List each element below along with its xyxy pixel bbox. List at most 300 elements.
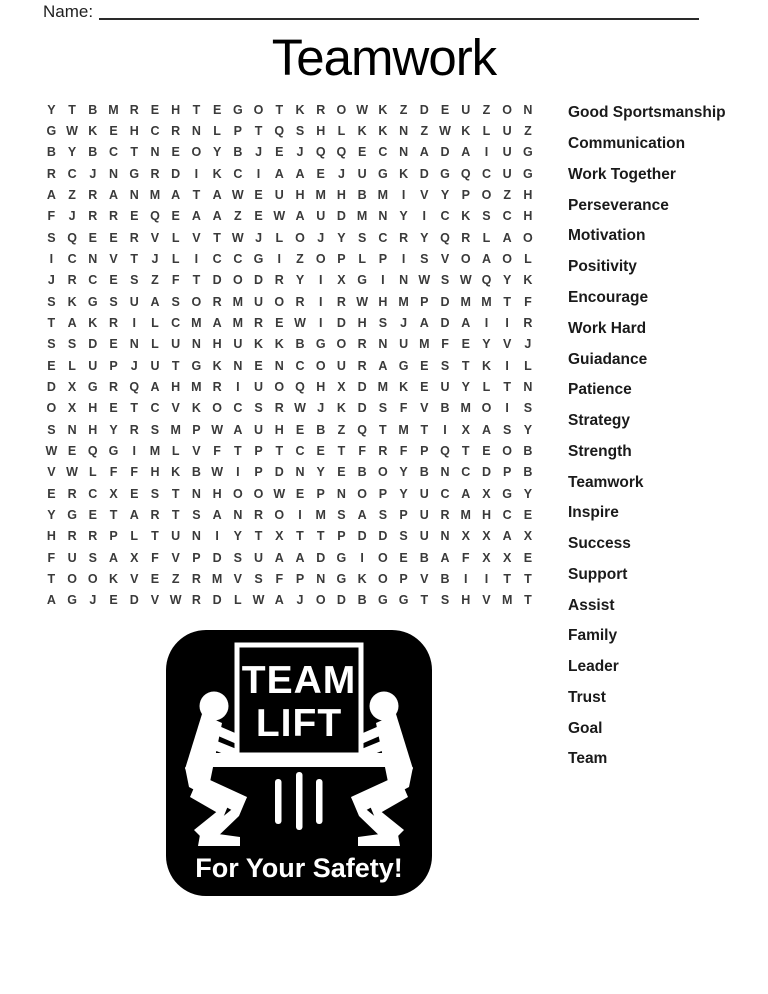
grid-letter: N [378, 209, 388, 224]
grid-letter: O [253, 486, 264, 501]
grid-letter: V [233, 571, 242, 586]
grid-letter: F [109, 465, 118, 480]
grid-letter: I [277, 251, 281, 266]
grid-letter: D [212, 550, 222, 565]
grid-letter: V [171, 401, 180, 416]
grid-letter: J [68, 209, 76, 224]
grid-letter: O [336, 337, 347, 352]
grid-letter: W [294, 315, 306, 330]
grid-letter: D [378, 529, 388, 544]
grid-letter: U [419, 486, 429, 501]
grid-letter: F [47, 209, 56, 224]
grid-letter: D [357, 379, 367, 394]
grid-letter: T [130, 145, 139, 160]
grid-letter: W [211, 422, 224, 437]
grid-letter: N [191, 529, 201, 544]
page-title: Teamwork [271, 29, 497, 86]
grid-letter: A [212, 315, 222, 330]
word-list-item: Strength [568, 442, 632, 460]
grid-letter: W [273, 209, 286, 224]
grid-letter: N [150, 145, 160, 160]
grid-letter: Y [109, 422, 118, 437]
grid-letter: I [132, 443, 136, 458]
grid-letter: P [109, 529, 118, 544]
grid-letter: R [88, 187, 98, 202]
word-list-item: Work Hard [568, 319, 647, 337]
grid-letter: I [194, 251, 199, 266]
grid-letter: F [441, 337, 449, 352]
grid-letter: Y [523, 486, 533, 501]
grid-letter: M [460, 294, 471, 309]
grid-letter: D [336, 209, 346, 224]
grid-letter: R [254, 315, 264, 330]
grid-letter: N [274, 358, 284, 373]
grid-letter: Q [150, 209, 160, 224]
name-blank-line [99, 3, 699, 20]
grid-letter: M [501, 593, 513, 608]
grid-letter: F [130, 465, 139, 480]
grid-letter: T [130, 401, 139, 416]
grid-letter: L [213, 123, 221, 138]
grid-letter: S [130, 273, 139, 288]
grid-letter: C [440, 486, 450, 501]
grid-letter: D [129, 593, 139, 608]
grid-letter: L [68, 358, 76, 373]
grid-letter: O [274, 379, 285, 394]
grid-letter: P [316, 486, 325, 501]
grid-letter: A [212, 209, 222, 224]
grid-letter: N [191, 337, 201, 352]
grid-letter: U [502, 123, 512, 138]
grid-letter: B [440, 571, 450, 586]
grid-letter: H [212, 337, 222, 352]
grid-letter: S [440, 273, 450, 288]
grid-letter: Y [503, 273, 512, 288]
grid-letter: Y [295, 273, 305, 288]
grid-letter: Y [316, 465, 325, 480]
grid-letter: X [67, 401, 77, 416]
grid-letter: D [212, 593, 222, 608]
grid-letter: O [232, 486, 243, 501]
grid-letter: M [481, 294, 492, 309]
grid-letter: T [151, 529, 159, 544]
grid-letter: H [461, 593, 471, 608]
grid-letter: I [360, 550, 364, 565]
grid-letter: H [88, 422, 98, 437]
grid-letter: E [523, 507, 533, 522]
grid-letter: F [151, 550, 159, 565]
grid-letter: G [440, 166, 450, 181]
grid-letter: K [461, 123, 471, 138]
grid-letter: L [171, 230, 180, 245]
grid-letter: W [169, 593, 182, 608]
grid-letter: K [399, 166, 409, 181]
grid-letter: V [503, 337, 512, 352]
grid-letter: R [46, 166, 56, 181]
grid-letter: S [482, 209, 491, 224]
grid-letter: G [67, 593, 77, 608]
grid-letter: R [212, 379, 222, 394]
grid-letter: Q [440, 443, 450, 458]
word-list-item: Success [568, 535, 631, 553]
grid-letter: N [129, 337, 139, 352]
grid-letter: O [274, 294, 285, 309]
grid-letter: O [377, 465, 388, 480]
word-list-item: Communication [568, 135, 686, 153]
grid-letter: M [460, 401, 471, 416]
grid-letter: W [66, 123, 78, 138]
grid-letter: P [109, 358, 118, 373]
grid-letter: M [211, 571, 223, 586]
grid-letter: R [357, 358, 367, 373]
grid-letter: I [236, 379, 240, 394]
grid-letter: Y [420, 230, 429, 245]
grid-letter: S [420, 251, 429, 266]
grid-letter: R [67, 529, 77, 544]
grid-letter: K [212, 358, 222, 373]
grid-letter: P [378, 486, 388, 501]
word-list-item: Teamwork [568, 473, 644, 491]
grid-letter: T [130, 251, 139, 266]
grid-letter: S [399, 529, 408, 544]
grid-letter: V [47, 465, 56, 480]
grid-letter: Z [151, 273, 159, 288]
grid-letter: N [295, 465, 305, 480]
grid-letter: N [67, 422, 77, 437]
grid-letter: W [231, 187, 244, 202]
grid-letter: T [379, 422, 387, 437]
grid-letter: M [191, 315, 202, 330]
grid-letter: O [191, 145, 202, 160]
grid-letter: Q [67, 230, 77, 245]
grid-letter: S [47, 337, 56, 352]
grid-letter: V [130, 571, 139, 586]
grid-letter: T [420, 422, 429, 437]
grid-letter: M [377, 187, 389, 202]
grid-letter: A [274, 593, 284, 608]
grid-letter: R [109, 315, 119, 330]
grid-letter: I [298, 507, 302, 522]
grid-letter: H [171, 379, 181, 394]
grid-letter: C [233, 401, 243, 416]
grid-letter: K [378, 102, 388, 117]
grid-letter: S [109, 294, 118, 309]
grid-letter: A [191, 209, 201, 224]
grid-letter: A [295, 209, 305, 224]
grid-letter: B [88, 102, 98, 117]
grid-letter: U [171, 529, 181, 544]
grid-letter: C [233, 166, 243, 181]
sign-caption: For Your Safety! [195, 853, 403, 883]
grid-letter: U [502, 166, 512, 181]
grid-letter: Z [503, 187, 511, 202]
grid-letter: H [295, 187, 305, 202]
grid-letter: S [254, 571, 263, 586]
grid-letter: E [254, 209, 263, 224]
grid-letter: U [399, 337, 409, 352]
grid-letter: D [171, 166, 181, 181]
grid-letter: R [378, 443, 388, 458]
grid-letter: G [87, 379, 98, 394]
word-list-item: Goal [568, 719, 603, 737]
grid-letter: A [378, 358, 388, 373]
sign-board [237, 645, 361, 755]
grid-letter: S [233, 550, 242, 565]
grid-letter: Q [460, 166, 471, 181]
grid-letter: S [440, 593, 450, 608]
grid-letter: Z [337, 422, 346, 437]
grid-letter: A [67, 315, 77, 330]
grid-letter: I [505, 401, 509, 416]
word-list-item: Good Sportsmanship [568, 104, 726, 122]
word-list-item: Team [568, 750, 608, 768]
grid-letter: E [254, 358, 263, 373]
grid-letter: M [398, 294, 409, 309]
grid-letter: B [523, 443, 533, 458]
grid-letter: K [523, 273, 533, 288]
grid-letter: Z [234, 209, 242, 224]
grid-letter: L [358, 251, 366, 266]
grid-letter: Z [524, 123, 532, 138]
grid-letter: F [275, 571, 284, 586]
grid-letter: A [419, 315, 429, 330]
grid-letter: W [439, 123, 451, 138]
grid-letter: I [484, 145, 489, 160]
grid-letter: I [401, 187, 406, 202]
grid-letter: C [502, 209, 512, 224]
grid-letter: E [67, 443, 77, 458]
grid-letter: E [109, 230, 118, 245]
grid-letter: R [67, 273, 77, 288]
grid-letter: Y [399, 465, 408, 480]
grid-letter: E [109, 593, 118, 608]
grid-letter: U [502, 145, 512, 160]
grid-letter: A [274, 166, 284, 181]
grid-letter: B [191, 465, 201, 480]
grid-letter: K [399, 379, 409, 394]
grid-letter: D [440, 145, 450, 160]
grid-letter: I [463, 571, 468, 586]
grid-letter: H [46, 529, 56, 544]
grid-letter: L [171, 443, 180, 458]
grid-letter: J [255, 145, 263, 160]
grid-letter: R [399, 230, 409, 245]
grid-letter: T [47, 315, 56, 330]
grid-letter: A [502, 230, 512, 245]
grid-letter: X [523, 529, 533, 544]
grid-letter: T [461, 358, 470, 373]
grid-letter: I [505, 358, 509, 373]
grid-letter: R [88, 529, 98, 544]
grid-letter: A [295, 166, 305, 181]
grid-letter: B [357, 187, 367, 202]
grid-letter: U [67, 550, 77, 565]
grid-letter: C [295, 358, 305, 373]
grid-letter: O [502, 443, 513, 458]
grid-letter: H [171, 102, 181, 117]
grid-letter: F [399, 401, 408, 416]
grid-letter: T [461, 443, 470, 458]
grid-letter: K [67, 294, 77, 309]
grid-letter: I [49, 251, 54, 266]
grid-letter: K [109, 571, 119, 586]
grid-letter: N [191, 123, 201, 138]
grid-letter: L [337, 123, 346, 138]
grid-letter: J [524, 337, 532, 352]
grid-letter: K [357, 123, 367, 138]
grid-letter: V [420, 187, 429, 202]
grid-letter: U [254, 550, 264, 565]
grid-letter: U [336, 358, 346, 373]
grid-letter: O [274, 507, 285, 522]
word-list-item: Perseverance [568, 196, 669, 214]
grid-letter: G [108, 443, 119, 458]
grid-letter: M [170, 422, 181, 437]
grid-letter: O [481, 187, 492, 202]
grid-letter: W [294, 401, 306, 416]
grid-letter: S [171, 294, 180, 309]
grid-letter: L [130, 529, 139, 544]
grid-letter: P [295, 571, 305, 586]
grid-letter: C [150, 123, 160, 138]
grid-letter: T [192, 102, 201, 117]
grid-letter: D [357, 529, 367, 544]
grid-letter: T [192, 273, 201, 288]
grid-letter: J [400, 315, 408, 330]
grid-letter: S [378, 401, 388, 416]
grid-letter: V [192, 443, 201, 458]
grid-letter: T [524, 571, 532, 586]
grid-letter: O [481, 401, 492, 416]
grid-letter: R [274, 273, 284, 288]
grid-letter: N [440, 529, 450, 544]
grid-letter: K [88, 123, 98, 138]
grid-letter: A [481, 422, 491, 437]
grid-letter: O [502, 251, 513, 266]
grid-letter: R [274, 401, 284, 416]
grid-letter: C [461, 465, 471, 480]
grid-letter: W [356, 102, 369, 117]
grid-letter: R [171, 123, 181, 138]
grid-letter: D [88, 337, 98, 352]
grid-letter: J [47, 273, 55, 288]
grid-letter: E [171, 209, 180, 224]
grid-letter: S [440, 358, 450, 373]
grid-letter: K [461, 209, 471, 224]
grid-letter: D [46, 379, 56, 394]
grid-letter: E [109, 273, 118, 288]
grid-letter: Y [337, 230, 346, 245]
word-list-item: Patience [568, 381, 632, 399]
grid-letter: O [460, 251, 471, 266]
grid-letter: C [440, 209, 450, 224]
word-list [568, 98, 726, 775]
grid-letter: J [317, 401, 325, 416]
grid-letter: O [232, 273, 243, 288]
grid-letter: J [89, 166, 97, 181]
grid-letter: Q [295, 379, 305, 394]
grid-letter: F [358, 443, 366, 458]
grid-letter: G [377, 166, 388, 181]
grid-letter: U [254, 379, 264, 394]
grid-letter: L [234, 593, 242, 608]
grid-letter: Q [129, 379, 140, 394]
grid-letter: R [150, 507, 160, 522]
grid-letter: E [337, 465, 346, 480]
grid-letter: A [440, 550, 450, 565]
grid-letter: U [254, 422, 264, 437]
grid-letter: U [88, 358, 98, 373]
grid-letter: U [274, 187, 284, 202]
grid-letter: E [523, 550, 533, 565]
grid-letter: B [233, 145, 243, 160]
grid-letter: A [171, 187, 181, 202]
grid-letter: O [523, 230, 533, 245]
grid-letter: E [420, 379, 429, 394]
grid-letter: Z [68, 187, 76, 202]
grid-letter: R [523, 315, 533, 330]
grid-letter: T [503, 294, 511, 309]
grid-letter: G [377, 593, 388, 608]
word-list-item: Assist [568, 596, 615, 614]
grid-letter: R [109, 379, 119, 394]
grid-letter: O [253, 102, 264, 117]
grid-letter: N [88, 251, 98, 266]
grid-letter: B [88, 145, 98, 160]
grid-letter: E [171, 145, 180, 160]
grid-letter: E [440, 102, 450, 117]
grid-letter: X [461, 422, 470, 437]
grid-letter: X [337, 379, 346, 394]
grid-letter: C [295, 443, 305, 458]
grid-letter: E [130, 486, 139, 501]
grid-letter: G [253, 251, 264, 266]
grid-letter: N [523, 379, 533, 394]
grid-letter: L [275, 230, 284, 245]
grid-letter: R [191, 593, 201, 608]
grid-letter: A [233, 422, 243, 437]
grid-letter: I [318, 273, 323, 288]
grid-letter: Z [171, 571, 180, 586]
grid-letter: B [419, 550, 429, 565]
grid-letter: M [149, 443, 161, 458]
grid-letter: P [337, 251, 346, 266]
word-list-item: Support [568, 565, 628, 583]
grid-letter: F [399, 443, 408, 458]
grid-letter: M [108, 102, 119, 117]
grid-letter: K [191, 401, 201, 416]
grid-letter: M [419, 337, 430, 352]
grid-letter: T [171, 507, 180, 522]
grid-letter: W [231, 230, 244, 245]
grid-letter: Y [399, 209, 408, 224]
grid-letter: T [234, 443, 242, 458]
grid-letter: W [459, 273, 472, 288]
grid-letter: S [47, 294, 56, 309]
grid-letter: T [296, 529, 304, 544]
grid-letter: J [296, 593, 304, 608]
grid-letter: X [275, 529, 284, 544]
grid-letter: D [419, 166, 429, 181]
grid-letter: M [232, 315, 244, 330]
grid-letter: D [336, 593, 346, 608]
grid-letter: S [88, 550, 97, 565]
grid-letter: A [150, 294, 160, 309]
grid-letter: S [47, 230, 56, 245]
grid-letter: G [232, 102, 243, 117]
grid-letter: N [399, 123, 409, 138]
grid-letter: H [378, 294, 388, 309]
